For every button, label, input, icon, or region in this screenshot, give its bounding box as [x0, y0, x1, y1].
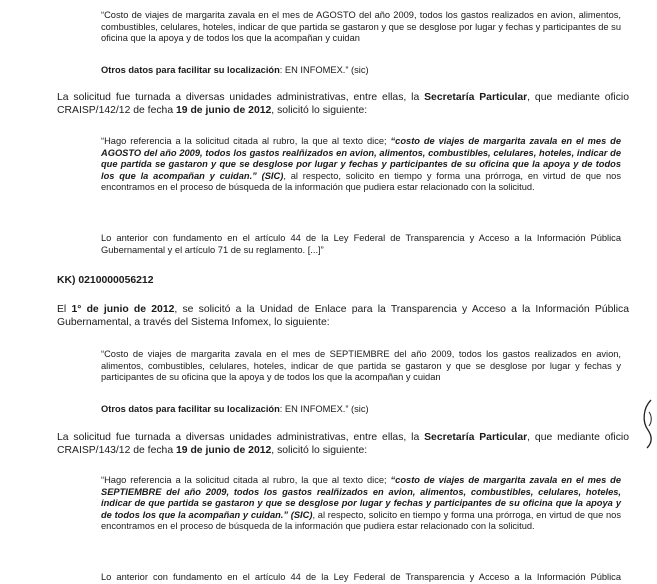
other-data-september: Otros datos para facilitar su localización: EN INFOMEX.” (sic) — [101, 404, 369, 414]
legal-basis-august: Lo anterior con fundamento en el artículo 44 de la Ley Federal de Transparencia y Acceso a la Información Pública Gubernamental y el artículo 71 de su reglamento. [...]” — [101, 233, 621, 255]
quoted-request-september: “Costo de viajes de margarita zavala en el mes de SEPTIEMBRE del año 2009, todos los gastos realizados en avion, alimentos, combustibles, celulares, hoteles, indicar de que partida se gastaron y que se desglose por lugar y fechas y participantes de su oficina que la apoya y de todos los que la acompañan y cuidan — [101, 349, 621, 383]
quoted-request-august: “Costo de viajes de margarita zavala en el mes de AGOSTO del año 2009, todos los gastos realizados en avion, alimentos, combustibles, celulares, hoteles, indicar de que partida se gastaron y que se desglose por lugar y fechas y participantes de su oficina que la apoya y de todos los que la acompañan y cuidan — [101, 10, 621, 44]
other-data-august: Otros datos para facilitar su localización: EN INFOMEX.” (sic) — [101, 65, 369, 75]
signature-mark — [640, 398, 656, 450]
legal-basis-september: Lo anterior con fundamento en el artículo 44 de la Ley Federal de Transparencia y Acceso a la Información Pública — [101, 572, 621, 582]
request-date-paragraph: El 1° de junio de 2012, se solicitó a la Unidad de Enlace para la Transparencia y Acceso a la Información Pública Gubernamental, a través del Sistema Infomex, lo siguiente: — [57, 304, 629, 328]
reference-paragraph-august: “Hago referencia a la solicitud citada al rubro, la que al texto dice; “costo de viajes de margarita zavala en el mes de AGOSTO del año 2009, todos los gastos realñizados en avion, alimentos, combustibles, celulares, hoteles, indicar de que partida se gastaron y que se desglose por lugar y fechas y participantes de su oficina que la apoya y de todos los que la acompañan y cuidan.” (SIC), al respecto, solicito en tiempo y forma una prórroga, en virtud de que nos encontramos en el proceso de búsqueda de la información que pudiera estar relacionado con la solicitud. — [101, 136, 622, 193]
turned-paragraph-august: La solicitud fue turnada a diversas unidades administrativas, entre ellas, la Secretaría Particular, que mediante oficio CRAISP/142/12 de fecha 19 de junio de 2012, solicitó lo siguiente: — [57, 92, 629, 116]
reference-paragraph-september: “Hago referencia a la solicitud citada al rubro, la que al texto dice; “costo de viajes de margarita zavala en el mes de SEPTIEMBRE del año 2009, todos los gastos realñizados en avion, alimentos, combustibles, celulares, hoteles, indicar de que partida se gastaron y que se desglose por lugar y fechas y participantes de su oficina que la apoya y de todos los que la acompañan y cuidan.” (SIC), al respecto, solicito en tiempo y forma una prórroga, en virtud de que nos encontramos en el proceso de búsqueda de la información que pudiera estar relacionado con la solicitud. — [101, 475, 622, 532]
turned-paragraph-september: La solicitud fue turnada a diversas unidades administrativas, entre ellas, la Secretaría Particular, que mediante oficio CRAISP/143/12 de fecha 19 de junio de 2012, solicitó lo siguiente: — [57, 432, 629, 456]
section-heading-kk: KK) 0210000056212 — [57, 275, 154, 286]
